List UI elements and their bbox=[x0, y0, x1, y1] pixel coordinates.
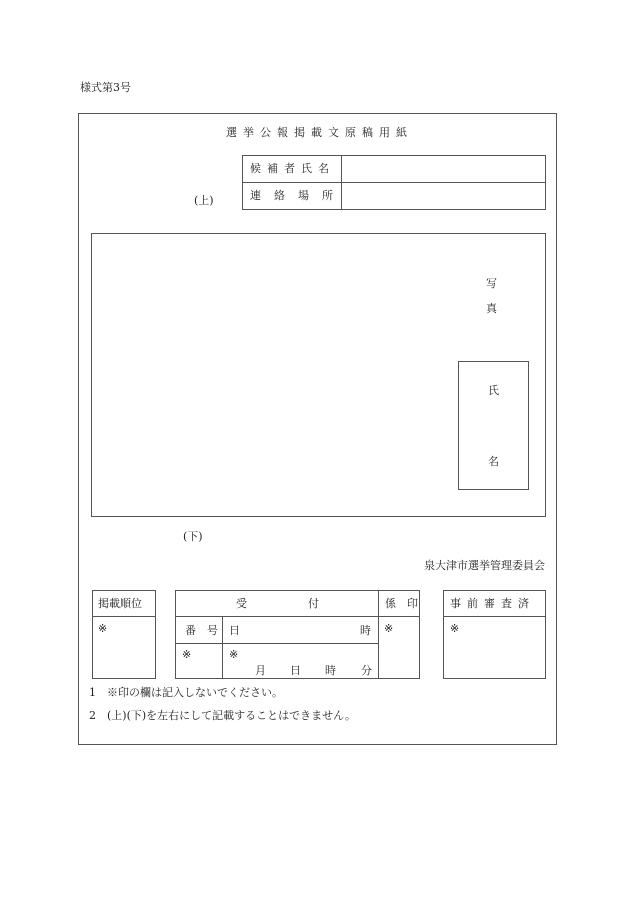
reception-header-2: 付 bbox=[308, 597, 319, 610]
photo-box bbox=[458, 361, 529, 490]
order-header: 掲載順位 bbox=[98, 597, 142, 610]
date-label: 日 bbox=[229, 624, 240, 637]
staff-seal-header: 係 印 bbox=[385, 597, 418, 610]
photo-label-2: 真 bbox=[486, 302, 497, 315]
staff-seal-mark: ※ bbox=[384, 622, 394, 635]
order-mark: ※ bbox=[98, 622, 108, 635]
month-label: 月 bbox=[255, 664, 266, 677]
number-label: 番 号 bbox=[185, 624, 218, 637]
hour-label: 時 bbox=[325, 664, 336, 677]
date-mark: ※ bbox=[229, 648, 239, 661]
candidate-name-label: 候補者氏名 bbox=[250, 162, 335, 175]
day-label: 日 bbox=[290, 664, 301, 677]
photo-label-1: 写 bbox=[486, 277, 497, 290]
reception-header-1: 受 bbox=[236, 597, 247, 610]
form-title: 選挙公報掲載文原稿用紙 bbox=[226, 126, 413, 139]
photo-name-1: 氏 bbox=[488, 384, 499, 397]
review-header: 事前審査済 bbox=[450, 597, 535, 610]
bottom-marker: (下) bbox=[183, 530, 203, 543]
minute-label: 分 bbox=[361, 664, 372, 677]
time-label: 時 bbox=[360, 624, 371, 637]
top-marker: (上) bbox=[194, 194, 214, 207]
number-mark: ※ bbox=[182, 648, 192, 661]
form-number: 様式第3号 bbox=[80, 81, 131, 94]
contact-label: 連絡場所 bbox=[250, 189, 346, 202]
review-mark: ※ bbox=[450, 622, 460, 635]
committee-name: 泉大津市選挙管理委員会 bbox=[424, 559, 545, 572]
note-1: 1 ※印の欄は記入しないでください。 bbox=[89, 686, 283, 699]
photo-name-2: 名 bbox=[488, 455, 499, 468]
note-2: 2 (上)(下)を左右にして記載することはできません。 bbox=[89, 709, 356, 722]
